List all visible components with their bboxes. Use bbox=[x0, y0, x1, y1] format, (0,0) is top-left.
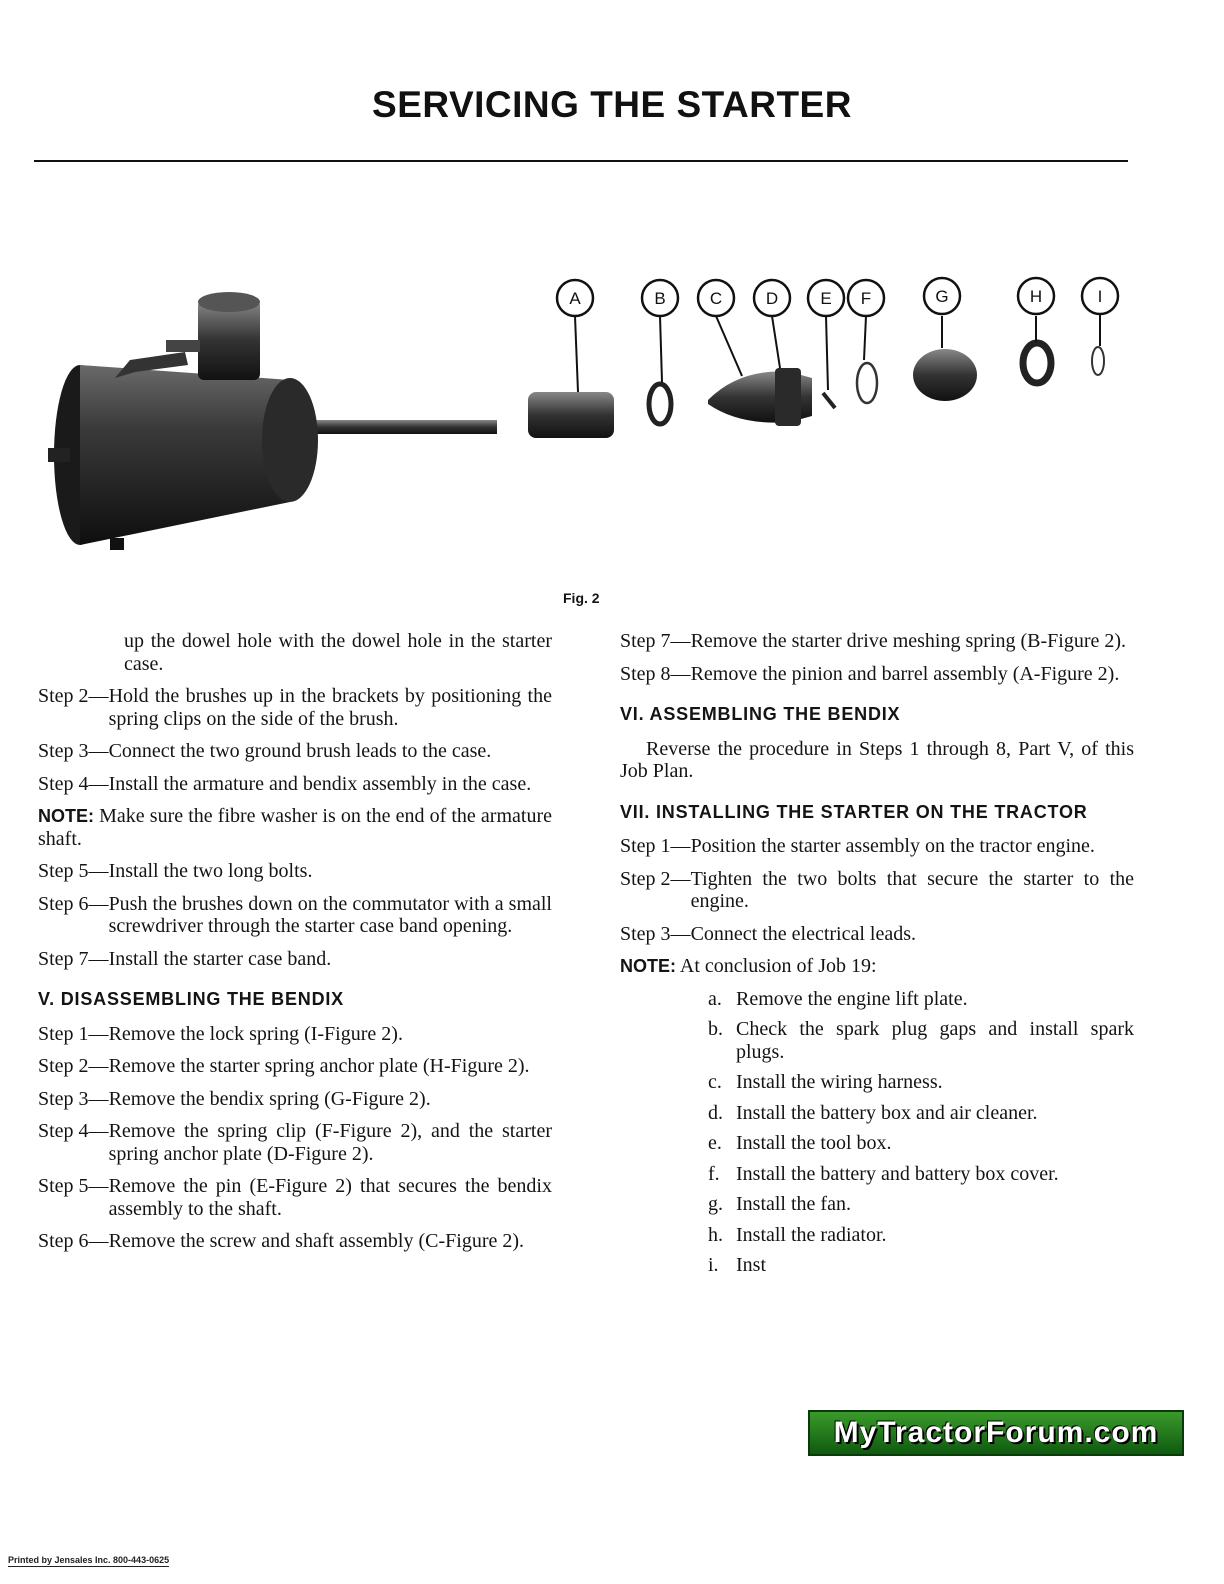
list-text: Remove the engine lift plate. bbox=[736, 987, 968, 1010]
step-text: Remove the pin (E-Figure 2) that secures the bendix assembly to the shaft. bbox=[108, 1175, 552, 1220]
step-text: Tighten the two bolts that secure the starter to the engine. bbox=[690, 867, 1134, 912]
step-label: Step 7— bbox=[38, 947, 109, 970]
part-a bbox=[528, 392, 614, 438]
left-column bbox=[38, 630, 552, 1263]
list-letter: f. bbox=[708, 1162, 720, 1185]
note bbox=[38, 805, 552, 850]
step-item bbox=[38, 1230, 552, 1253]
callout-label: H bbox=[1029, 287, 1043, 306]
list-letter: g. bbox=[708, 1193, 723, 1215]
step-item bbox=[38, 893, 552, 938]
list-letter: d. bbox=[708, 1101, 723, 1124]
list-text: Install the tool box. bbox=[736, 1132, 892, 1154]
page-title: SERVICING THE STARTER bbox=[372, 84, 852, 125]
armature-shaft bbox=[300, 420, 497, 434]
note bbox=[620, 955, 1134, 978]
step-item bbox=[620, 663, 1134, 686]
part-d bbox=[775, 368, 801, 426]
list-item bbox=[708, 1071, 1134, 1094]
list-letter: i. bbox=[708, 1254, 719, 1276]
note-text: Make sure the fibre washer is on the end of the armature shaft. bbox=[38, 805, 552, 850]
step-text: Remove the screw and shaft assembly (C-Figure 2). bbox=[108, 1230, 525, 1252]
list-item bbox=[708, 988, 1134, 1011]
step-label: Step 1— bbox=[620, 835, 691, 857]
part-i bbox=[1092, 347, 1104, 375]
leader-e bbox=[826, 316, 828, 390]
step-text: Remove the lock spring (I-Figure 2). bbox=[108, 1022, 403, 1045]
section-heading: VI. ASSEMBLING THE BENDIX bbox=[620, 704, 901, 724]
step-label: Step 6— bbox=[38, 1230, 109, 1252]
step-label: Step 3— bbox=[620, 922, 691, 945]
step-text: Remove the spring clip (F-Figure 2), and the starter spring anchor plate (D-Figure 2). bbox=[108, 1120, 552, 1165]
step-item bbox=[620, 923, 1134, 946]
step-label: Step 3— bbox=[38, 740, 109, 762]
step-item bbox=[620, 835, 1134, 858]
step-text: Push the brushes down on the commutator with a small screwdriver through the starter case band opening. bbox=[108, 892, 552, 937]
step-item bbox=[38, 773, 552, 796]
step-label: Step 1— bbox=[38, 1022, 109, 1045]
leader-b bbox=[660, 316, 662, 382]
step-text: Install the starter case band. bbox=[108, 947, 332, 970]
right-column bbox=[620, 630, 1134, 1285]
callout-label: G bbox=[935, 287, 949, 306]
list-letter: b. bbox=[708, 1018, 723, 1040]
list-letter: h. bbox=[708, 1223, 723, 1246]
step-item bbox=[620, 868, 1134, 913]
note-list bbox=[708, 988, 1134, 1277]
leader-f bbox=[864, 316, 866, 360]
step-text: Remove the starter drive meshing spring (B-Figure 2). bbox=[690, 630, 1127, 652]
step-label: Step 5— bbox=[38, 1175, 109, 1197]
part-g bbox=[913, 349, 977, 401]
step-label: Step 2— bbox=[620, 867, 691, 890]
part-f bbox=[857, 363, 877, 403]
step-continuation: up the dowel hole with the dowel hole in the starter case. bbox=[124, 630, 552, 675]
step-label: Step 3— bbox=[38, 1087, 109, 1110]
watermark-logo: MyTractorForum.com bbox=[808, 1410, 1184, 1456]
leader-d bbox=[772, 316, 780, 368]
list-text: Install the wiring harness. bbox=[736, 1071, 943, 1093]
callout-label: A bbox=[569, 289, 581, 308]
note-label: NOTE: bbox=[38, 806, 94, 826]
note-text: At conclusion of Job 19: bbox=[679, 955, 877, 977]
step-label: Step 2— bbox=[38, 685, 109, 707]
step-label: Step 8— bbox=[620, 662, 691, 685]
step-label: Step 7— bbox=[620, 630, 691, 652]
part-h bbox=[1023, 343, 1051, 383]
leader-c bbox=[716, 316, 742, 376]
list-item bbox=[708, 1132, 1134, 1155]
list-text: Install the battery box and air cleaner. bbox=[736, 1101, 1038, 1124]
callout-label: E bbox=[820, 289, 832, 308]
callout-label: F bbox=[860, 289, 872, 308]
step-item bbox=[38, 1023, 552, 1046]
step-item bbox=[38, 1175, 552, 1220]
list-item bbox=[708, 1224, 1134, 1247]
list-text: Install the radiator. bbox=[736, 1223, 887, 1246]
list-letter: c. bbox=[708, 1071, 722, 1093]
callout-label: I bbox=[1097, 287, 1103, 306]
step-item bbox=[38, 1120, 552, 1165]
list-item bbox=[708, 1163, 1134, 1186]
step-text: Connect the electrical leads. bbox=[690, 922, 917, 945]
note-label: NOTE: bbox=[620, 956, 676, 976]
step-text: Position the starter assembly on the tractor engine. bbox=[690, 835, 1095, 857]
list-text: Check the spark plug gaps and install spark plugs. bbox=[736, 1018, 1134, 1063]
title-rule bbox=[34, 160, 1128, 162]
callout-label: D bbox=[765, 289, 779, 308]
step-text: Remove the pinion and barrel assembly (A-Figure 2). bbox=[690, 662, 1120, 685]
step-label: Step 5— bbox=[38, 860, 109, 882]
step-item bbox=[38, 1055, 552, 1078]
section-paragraph: Reverse the procedure in Steps 1 through 8, Part V, of this Job Plan. bbox=[620, 737, 1134, 782]
step-item bbox=[38, 1088, 552, 1111]
step-label: Step 2— bbox=[38, 1055, 109, 1077]
step-text: Install the two long bolts. bbox=[108, 860, 313, 882]
list-letter: e. bbox=[708, 1132, 722, 1154]
list-letter: a. bbox=[708, 987, 722, 1010]
list-item bbox=[708, 1018, 1134, 1063]
step-text: Remove the starter spring anchor plate (H-Figure 2). bbox=[108, 1055, 530, 1077]
figure-caption: Fig. 2 bbox=[563, 590, 600, 606]
step-label: Step 4— bbox=[38, 1120, 109, 1142]
part-b bbox=[649, 384, 671, 424]
list-text: Install the fan. bbox=[736, 1193, 851, 1215]
list-item bbox=[708, 1102, 1134, 1125]
starter-exploded-figure bbox=[0, 240, 1224, 580]
part-e bbox=[823, 393, 835, 408]
step-item bbox=[38, 948, 552, 971]
step-label: Step 4— bbox=[38, 772, 109, 795]
step-text: Install the armature and bendix assembly in the case. bbox=[108, 772, 532, 795]
list-text: Install the battery and battery box cover. bbox=[736, 1162, 1059, 1185]
step-item bbox=[620, 630, 1134, 653]
callout-label: C bbox=[709, 289, 723, 308]
printer-footer: Printed by Jensales Inc. 800-443-0625 bbox=[8, 1555, 170, 1565]
step-text: Hold the brushes up in the brackets by positioning the spring clips on the side of the brush. bbox=[108, 685, 552, 730]
step-item bbox=[38, 685, 552, 730]
starter-illustration bbox=[0, 240, 1224, 580]
step-text: Connect the two ground brush leads to the case. bbox=[108, 740, 492, 762]
section-heading: VII. INSTALLING THE STARTER ON THE TRACTOR bbox=[620, 801, 1088, 822]
step-label: Step 6— bbox=[38, 892, 109, 915]
list-item bbox=[708, 1193, 1134, 1216]
step-text: Remove the bendix spring (G-Figure 2). bbox=[108, 1087, 431, 1110]
step-item bbox=[38, 740, 552, 763]
list-text: Inst bbox=[736, 1254, 766, 1276]
step-item bbox=[38, 860, 552, 883]
section-heading: V. DISASSEMBLING THE BENDIX bbox=[38, 989, 344, 1009]
leader-a bbox=[575, 316, 578, 392]
callout-label: B bbox=[654, 289, 666, 308]
list-item bbox=[708, 1254, 1134, 1277]
